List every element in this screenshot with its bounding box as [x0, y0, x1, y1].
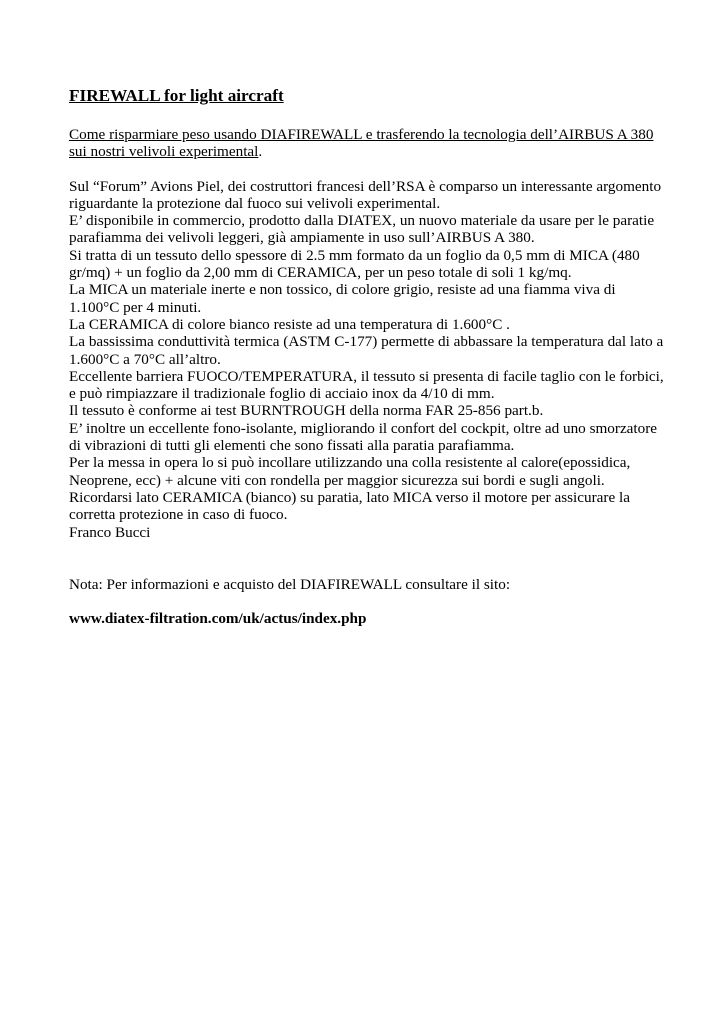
paragraph: Ricordarsi lato CERAMICA (bianco) su paratia, lato MICA verso il motore per assicurare la corretta protezione in caso di fuoco.	[69, 488, 630, 524]
paragraph: Il tessuto è conforme ai test BURNTROUGH della norma FAR 25-856 part.b.	[69, 402, 544, 420]
info-note: Nota: Per informazioni e acquisto del DIAFIREWALL consultare il sito:	[69, 575, 511, 593]
paragraph: La MICA un materiale inerte e non tossico, di colore grigio, resiste ad una fiamma viva di 1.100°C per 4 minuti.	[69, 281, 616, 316]
body-text	[69, 178, 669, 541]
document-subtitle	[69, 126, 669, 161]
document-page	[69, 86, 669, 627]
website-link[interactable]: www.diatex-filtration.com/uk/actus/index.php	[69, 610, 367, 628]
document-title: FIREWALL for light aircraft	[69, 86, 284, 105]
author-signature: Franco Bucci	[69, 523, 151, 541]
paragraph: E’ inoltre un eccellente fono-isolante, migliorando il confort del cockpit, oltre ad uno smorzatore di vibrazioni di tutti gli elementi che sono fissati alla paratia parafiamma.	[69, 419, 658, 455]
paragraph: La bassissima conduttività termica (ASTM C-177) permette di abbassare la temperatura dal lato a 1.600°C a 70°C all’altro.	[69, 333, 664, 368]
paragraph: E’ disponibile in commercio, prodotto dalla DIATEX, un nuovo materiale da usare per le paratie parafiamma dei velivoli leggeri, già ampiamente in uso sull’AIRBUS A 380.	[69, 212, 655, 247]
paragraph: Per la messa in opera lo si può incollare utilizzando una colla resistente al calore(epossidica, Neoprene, ecc) + alcune viti con rondella per maggior sicurezza sui bordi e sugli angoli.	[69, 454, 631, 489]
paragraph: Sul “Forum” Avions Piel, dei costruttori francesi dell’RSA è comparso un interessante argomento riguardante la protezione dal fuoco sui velivoli experimental.	[69, 177, 662, 212]
paragraph: La CERAMICA di colore bianco resiste ad una temperatura di 1.600°C .	[69, 315, 510, 333]
subtitle-period: .	[258, 143, 263, 161]
paragraph: Eccellente barriera FUOCO/TEMPERATURA, il tessuto si presenta di facile taglio con le forbici, e può rimpiazzare il tradizionale foglio di acciaio inox da 4/10 di mm.	[69, 367, 664, 403]
subtitle-text: Come risparmiare peso usando DIAFIREWALL e trasferendo la tecnologia dell’AIRBUS A 380 sui nostri velivoli experimental	[69, 126, 654, 161]
paragraph: Si tratta di un tessuto dello spessore di 2.5 mm formato da un foglio da 0,5 mm di MICA (480 gr/mq) + un foglio da 2,00 mm di CERAMICA, per un peso totale di soli 1 kg/mq.	[69, 246, 640, 282]
